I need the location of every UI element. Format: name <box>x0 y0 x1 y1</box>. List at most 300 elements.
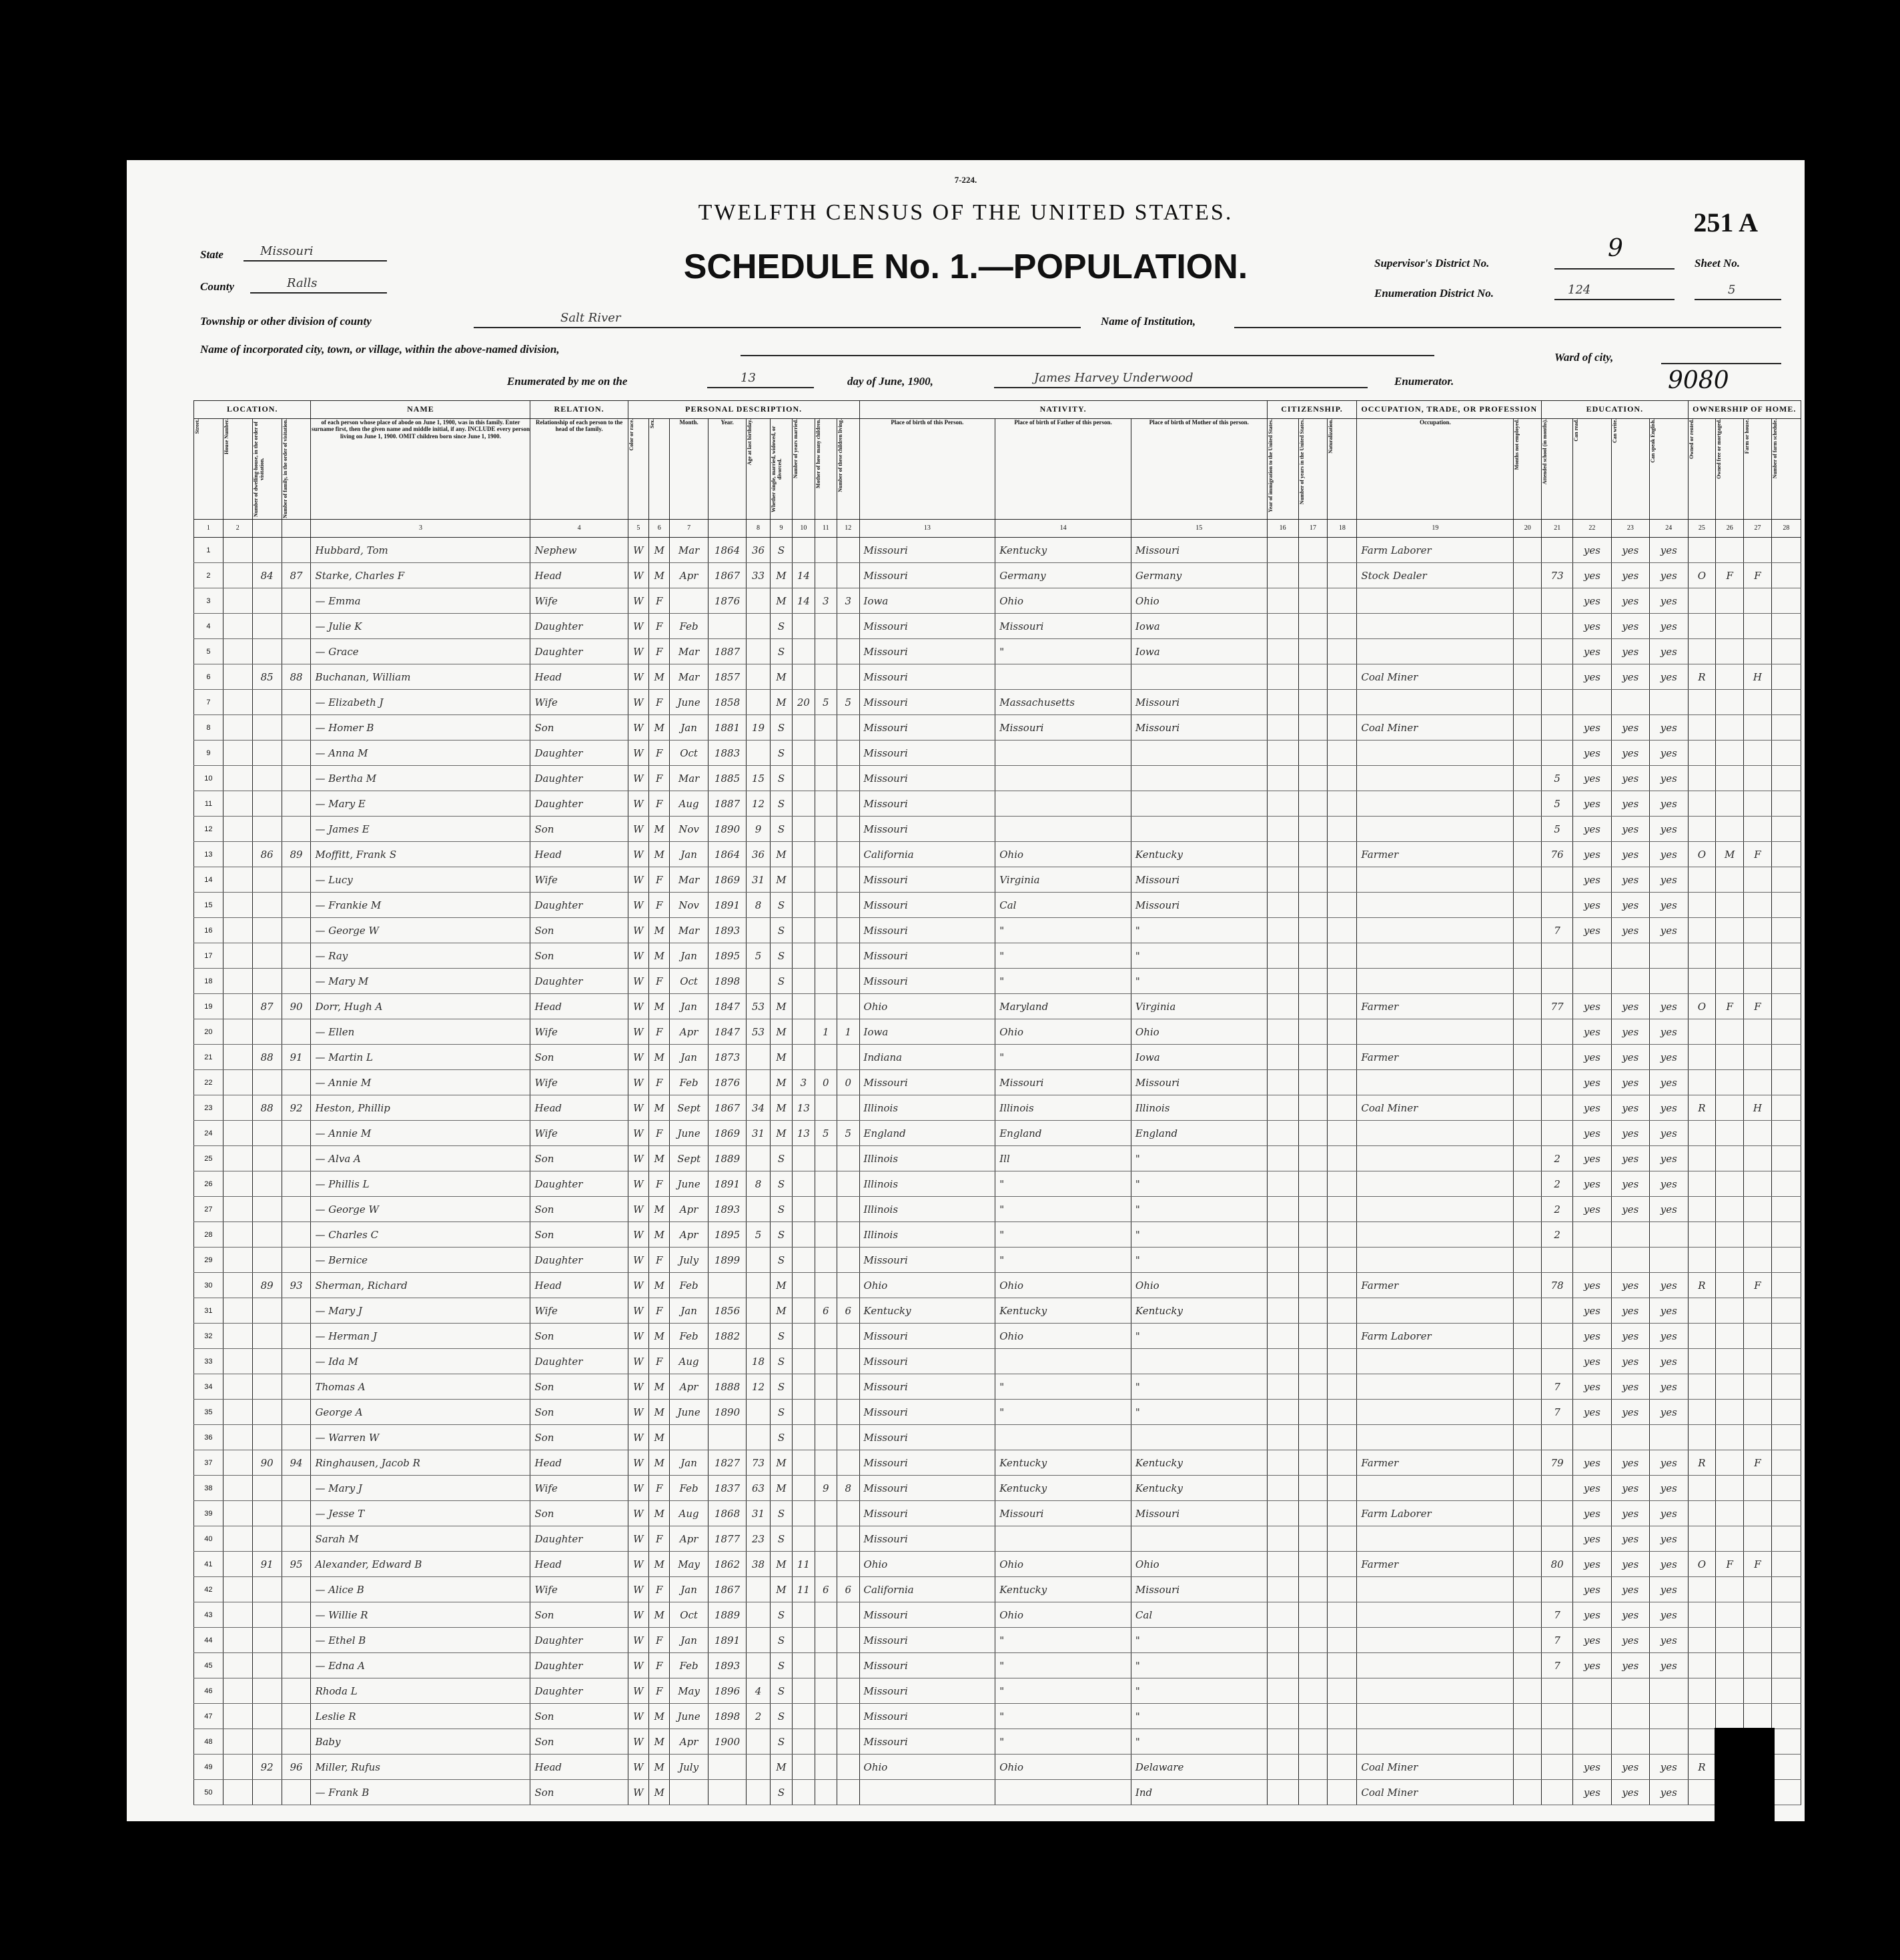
birth-month-cell: Feb <box>670 1070 708 1095</box>
mother-birthplace-cell <box>1131 1349 1267 1374</box>
farm-cell <box>1744 715 1772 741</box>
owned-cell <box>1688 1045 1716 1070</box>
marital-cell: S <box>770 1324 792 1349</box>
unemployed-cell <box>1514 1602 1542 1628</box>
father-birthplace-cell: " <box>995 1628 1131 1653</box>
family-cell <box>282 1019 311 1045</box>
owned-cell <box>1688 1704 1716 1729</box>
free-cell <box>1716 614 1744 639</box>
farm-cell: F <box>1744 1273 1772 1298</box>
read-cell <box>1573 690 1611 715</box>
house-cell <box>223 1602 252 1628</box>
sex-cell: M <box>649 1425 670 1450</box>
immigration-cell <box>1267 893 1298 918</box>
age-cell: 31 <box>747 867 771 893</box>
column-number: 3 <box>311 520 530 538</box>
father-birthplace-cell: " <box>995 1653 1131 1678</box>
birth-month-cell: Feb <box>670 614 708 639</box>
read-cell: yes <box>1573 1273 1611 1298</box>
immigration-cell <box>1267 1095 1298 1121</box>
read-cell: yes <box>1573 817 1611 842</box>
write-cell: yes <box>1611 614 1649 639</box>
farm-schedule-cell <box>1771 1704 1801 1729</box>
sex-cell: M <box>649 994 670 1019</box>
read-cell <box>1573 1729 1611 1755</box>
family-cell <box>282 1349 311 1374</box>
immigration-cell <box>1267 842 1298 867</box>
birth-year-cell <box>708 1755 746 1780</box>
relation-cell: Son <box>530 943 628 969</box>
marital-cell: S <box>770 918 792 943</box>
occupation-cell <box>1357 639 1514 664</box>
unemployed-cell <box>1514 1171 1542 1197</box>
unemployed-cell <box>1514 1298 1542 1324</box>
family-cell <box>282 1070 311 1095</box>
relation-cell: Wife <box>530 1577 628 1602</box>
father-birthplace-cell: Ohio <box>995 1324 1131 1349</box>
color-cell: W <box>628 690 648 715</box>
dwelling-cell <box>252 1526 282 1552</box>
immigration-cell <box>1267 1121 1298 1146</box>
mother-of-cell: 9 <box>815 1476 837 1501</box>
enumeration-value: 124 <box>1568 283 1591 297</box>
years-married-cell <box>793 1501 815 1526</box>
farm-schedule-cell <box>1771 791 1801 817</box>
family-cell <box>282 867 311 893</box>
sex-cell: M <box>649 1400 670 1425</box>
name-cell: — Lucy <box>311 867 530 893</box>
free-cell <box>1716 741 1744 766</box>
father-birthplace-cell: " <box>995 918 1131 943</box>
marital-cell: S <box>770 715 792 741</box>
free-cell <box>1716 715 1744 741</box>
read-cell: yes <box>1573 1577 1611 1602</box>
age-cell: 53 <box>747 994 771 1019</box>
owned-cell <box>1688 1602 1716 1628</box>
father-birthplace-cell: " <box>995 969 1131 994</box>
line-number: 39 <box>194 1501 223 1526</box>
birth-month-cell: Jan <box>670 1628 708 1653</box>
owned-cell <box>1688 791 1716 817</box>
years-us-cell <box>1298 1248 1328 1273</box>
naturalization-cell <box>1328 1526 1357 1552</box>
color-cell: W <box>628 1729 648 1755</box>
relation-cell: Daughter <box>530 791 628 817</box>
birth-year-cell <box>708 1780 746 1805</box>
line-number: 8 <box>194 715 223 741</box>
mother-birthplace-cell: " <box>1131 1628 1267 1653</box>
birth-year-cell <box>708 614 746 639</box>
living-cell <box>837 1704 860 1729</box>
father-birthplace-cell: " <box>995 1374 1131 1400</box>
speak-cell: yes <box>1650 1324 1688 1349</box>
dwelling-cell <box>252 969 282 994</box>
owned-cell <box>1688 1019 1716 1045</box>
read-cell <box>1573 969 1611 994</box>
relation-cell: Head <box>530 1755 628 1780</box>
age-cell <box>747 1628 771 1653</box>
read-cell: yes <box>1573 1653 1611 1678</box>
sex-cell: M <box>649 817 670 842</box>
farm-cell <box>1744 1222 1772 1248</box>
birth-month-cell: Apr <box>670 1222 708 1248</box>
owned-cell <box>1688 817 1716 842</box>
speak-cell: yes <box>1650 817 1688 842</box>
farm-cell <box>1744 1704 1772 1729</box>
family-cell <box>282 969 311 994</box>
relation-cell: Head <box>530 1552 628 1577</box>
line-number: 34 <box>194 1374 223 1400</box>
birth-month-cell: Oct <box>670 741 708 766</box>
unemployed-cell <box>1514 563 1542 588</box>
house-cell <box>223 1019 252 1045</box>
group-nativity: NATIVITY. <box>859 401 1267 419</box>
living-cell <box>837 817 860 842</box>
farm-cell: F <box>1744 994 1772 1019</box>
owned-cell <box>1688 639 1716 664</box>
occupation-cell <box>1357 1298 1514 1324</box>
column-number: 10 <box>793 520 815 538</box>
school-cell: 77 <box>1542 994 1573 1019</box>
name-cell: — Ethel B <box>311 1628 530 1653</box>
line-number: 49 <box>194 1755 223 1780</box>
house-cell <box>223 639 252 664</box>
marital-cell: S <box>770 1628 792 1653</box>
age-cell <box>747 1273 771 1298</box>
naturalization-cell <box>1328 1704 1357 1729</box>
house-cell <box>223 690 252 715</box>
living-cell <box>837 842 860 867</box>
table-row <box>194 1095 1801 1121</box>
marital-cell: S <box>770 1704 792 1729</box>
enumerated-prefix: Enumerated by me on the <box>507 375 628 388</box>
col-owned: Owned or rented. <box>1688 419 1716 520</box>
relation-cell: Daughter <box>530 1678 628 1704</box>
years-married-cell <box>793 664 815 690</box>
occupation-cell <box>1357 817 1514 842</box>
immigration-cell <box>1267 1704 1298 1729</box>
years-married-cell <box>793 1425 815 1450</box>
occupation-cell <box>1357 1678 1514 1704</box>
years-married-cell: 14 <box>793 563 815 588</box>
speak-cell <box>1650 1222 1688 1248</box>
immigration-cell <box>1267 1400 1298 1425</box>
dwelling-cell <box>252 1501 282 1526</box>
mother-of-cell <box>815 842 837 867</box>
institution-line <box>1234 312 1781 328</box>
name-cell: — Homer B <box>311 715 530 741</box>
speak-cell: yes <box>1650 842 1688 867</box>
col-family: Number of family, in the order of visitation. <box>282 419 311 520</box>
color-cell: W <box>628 918 648 943</box>
table-row <box>194 1476 1801 1501</box>
birth-month-cell: Aug <box>670 1349 708 1374</box>
birth-year-cell: 1885 <box>708 766 746 791</box>
column-number <box>282 520 311 538</box>
birthplace-cell: Illinois <box>859 1171 995 1197</box>
farm-schedule-cell <box>1771 1577 1801 1602</box>
farm-cell <box>1744 969 1772 994</box>
house-cell <box>223 969 252 994</box>
dwelling-cell <box>252 1298 282 1324</box>
age-cell: 19 <box>747 715 771 741</box>
mother-of-cell <box>815 943 837 969</box>
father-birthplace-cell <box>995 1526 1131 1552</box>
unemployed-cell <box>1514 1704 1542 1729</box>
unemployed-cell <box>1514 817 1542 842</box>
family-cell <box>282 1602 311 1628</box>
line-number: 36 <box>194 1425 223 1450</box>
line-number: 11 <box>194 791 223 817</box>
dwelling-cell <box>252 1729 282 1755</box>
color-cell: W <box>628 1171 648 1197</box>
house-cell <box>223 943 252 969</box>
naturalization-cell <box>1328 1678 1357 1704</box>
marital-cell: M <box>770 994 792 1019</box>
mother-of-cell <box>815 1780 837 1805</box>
occupation-cell <box>1357 1400 1514 1425</box>
birth-month-cell: July <box>670 1755 708 1780</box>
farm-schedule-cell <box>1771 1729 1801 1755</box>
birthplace-cell: Illinois <box>859 1146 995 1171</box>
occupation-cell: Farm Laborer <box>1357 1324 1514 1349</box>
house-cell <box>223 994 252 1019</box>
farm-cell <box>1744 1628 1772 1653</box>
name-cell: Sherman, Richard <box>311 1273 530 1298</box>
father-birthplace-cell: Kentucky <box>995 1298 1131 1324</box>
farm-cell <box>1744 1374 1772 1400</box>
years-married-cell <box>793 1780 815 1805</box>
mother-of-cell <box>815 614 837 639</box>
dwelling-cell <box>252 893 282 918</box>
write-cell: yes <box>1611 1070 1649 1095</box>
birth-year-cell: 1888 <box>708 1374 746 1400</box>
line-number: 16 <box>194 918 223 943</box>
ward-line <box>1661 348 1781 364</box>
occupation-cell <box>1357 1171 1514 1197</box>
mother-birthplace-cell: " <box>1131 1400 1267 1425</box>
living-cell: 5 <box>837 690 860 715</box>
living-cell: 1 <box>837 1019 860 1045</box>
immigration-cell <box>1267 664 1298 690</box>
birthplace-cell: Missouri <box>859 563 995 588</box>
naturalization-cell <box>1328 1324 1357 1349</box>
table-row <box>194 1755 1801 1780</box>
table-row <box>194 614 1801 639</box>
immigration-cell <box>1267 943 1298 969</box>
immigration-cell <box>1267 1501 1298 1526</box>
age-cell <box>747 664 771 690</box>
write-cell: yes <box>1611 563 1649 588</box>
family-cell <box>282 1780 311 1805</box>
farm-cell <box>1744 1146 1772 1171</box>
name-cell: — George W <box>311 918 530 943</box>
birthplace-cell: Ohio <box>859 994 995 1019</box>
school-cell <box>1542 1678 1573 1704</box>
farm-cell <box>1744 690 1772 715</box>
mother-birthplace-cell: " <box>1131 943 1267 969</box>
speak-cell <box>1650 943 1688 969</box>
school-cell <box>1542 639 1573 664</box>
mother-of-cell <box>815 1324 837 1349</box>
farm-schedule-cell <box>1771 1678 1801 1704</box>
occupation-cell <box>1357 1121 1514 1146</box>
dwelling-cell: 87 <box>252 994 282 1019</box>
occupation-cell <box>1357 918 1514 943</box>
line-number: 27 <box>194 1197 223 1222</box>
col-mother-of: Mother of how many children. <box>815 419 837 520</box>
marital-cell: M <box>770 1476 792 1501</box>
line-number: 15 <box>194 893 223 918</box>
immigration-cell <box>1267 1780 1298 1805</box>
birth-year-cell: 1898 <box>708 969 746 994</box>
owned-cell <box>1688 614 1716 639</box>
line-number: 19 <box>194 994 223 1019</box>
speak-cell: yes <box>1650 1121 1688 1146</box>
relation-cell: Son <box>530 1780 628 1805</box>
birth-month-cell <box>670 1425 708 1450</box>
col-marital: Whether single, married, widowed, or divorced. <box>770 419 792 520</box>
column-number: 9 <box>770 520 792 538</box>
owned-cell <box>1688 690 1716 715</box>
relation-cell: Son <box>530 1222 628 1248</box>
birth-month-cell: Oct <box>670 969 708 994</box>
unemployed-cell <box>1514 791 1542 817</box>
birth-year-cell: 1891 <box>708 893 746 918</box>
color-cell: W <box>628 1400 648 1425</box>
table-row <box>194 766 1801 791</box>
dwelling-cell <box>252 1349 282 1374</box>
family-cell <box>282 817 311 842</box>
table-row <box>194 1374 1801 1400</box>
column-number: 27 <box>1744 520 1772 538</box>
living-cell <box>837 867 860 893</box>
name-cell: — Mary J <box>311 1476 530 1501</box>
family-cell <box>282 1628 311 1653</box>
naturalization-cell <box>1328 842 1357 867</box>
family-cell <box>282 1324 311 1349</box>
group-name: NAME <box>311 401 530 419</box>
farm-schedule-cell <box>1771 842 1801 867</box>
birthplace-cell: Indiana <box>859 1045 995 1070</box>
free-cell <box>1716 1577 1744 1602</box>
birthplace-cell: Missouri <box>859 741 995 766</box>
sex-cell: F <box>649 1577 670 1602</box>
farm-cell <box>1744 791 1772 817</box>
father-birthplace-cell <box>995 1349 1131 1374</box>
speak-cell: yes <box>1650 1374 1688 1400</box>
township-value: Salt River <box>560 311 621 325</box>
table-row <box>194 588 1801 614</box>
farm-cell <box>1744 817 1772 842</box>
age-cell <box>747 690 771 715</box>
write-cell: yes <box>1611 1780 1649 1805</box>
living-cell: 0 <box>837 1070 860 1095</box>
write-cell <box>1611 943 1649 969</box>
living-cell <box>837 1349 860 1374</box>
house-cell <box>223 1171 252 1197</box>
father-birthplace-cell: Germany <box>995 563 1131 588</box>
house-cell <box>223 741 252 766</box>
mother-of-cell <box>815 639 837 664</box>
farm-schedule-cell <box>1771 1374 1801 1400</box>
age-cell <box>747 969 771 994</box>
relation-cell: Son <box>530 1374 628 1400</box>
birth-month-cell: May <box>670 1552 708 1577</box>
mother-of-cell <box>815 1628 837 1653</box>
family-cell <box>282 766 311 791</box>
speak-cell: yes <box>1650 918 1688 943</box>
owned-cell <box>1688 1400 1716 1425</box>
color-cell: W <box>628 943 648 969</box>
naturalization-cell <box>1328 969 1357 994</box>
father-birthplace-cell: Ohio <box>995 1755 1131 1780</box>
dwelling-cell <box>252 1476 282 1501</box>
father-birthplace-cell <box>995 817 1131 842</box>
relation-cell: Daughter <box>530 1653 628 1678</box>
table-row <box>194 1146 1801 1171</box>
school-cell: 7 <box>1542 1653 1573 1678</box>
line-number: 25 <box>194 1146 223 1171</box>
years-married-cell <box>793 1400 815 1425</box>
write-cell: yes <box>1611 1577 1649 1602</box>
mother-of-cell <box>815 1729 837 1755</box>
years-married-cell <box>793 1526 815 1552</box>
owned-cell <box>1688 1653 1716 1678</box>
speak-cell: yes <box>1650 1349 1688 1374</box>
farm-schedule-cell <box>1771 1121 1801 1146</box>
sex-cell: M <box>649 1374 670 1400</box>
speak-cell: yes <box>1650 1095 1688 1121</box>
mother-birthplace-cell: Ohio <box>1131 1019 1267 1045</box>
birth-year-cell <box>708 1425 746 1450</box>
marital-cell: S <box>770 1653 792 1678</box>
house-cell <box>223 1273 252 1298</box>
mother-of-cell: 6 <box>815 1298 837 1324</box>
speak-cell <box>1650 1704 1688 1729</box>
naturalization-cell <box>1328 918 1357 943</box>
speak-cell: yes <box>1650 893 1688 918</box>
house-cell <box>223 1501 252 1526</box>
immigration-cell <box>1267 715 1298 741</box>
line-number: 44 <box>194 1628 223 1653</box>
write-cell: yes <box>1611 766 1649 791</box>
occupation-cell: Farm Laborer <box>1357 1501 1514 1526</box>
free-cell <box>1716 1526 1744 1552</box>
mother-birthplace-cell: " <box>1131 1222 1267 1248</box>
farm-schedule-cell <box>1771 1298 1801 1324</box>
name-cell: Miller, Rufus <box>311 1755 530 1780</box>
speak-cell <box>1650 969 1688 994</box>
years-us-cell <box>1298 715 1328 741</box>
line-number: 42 <box>194 1577 223 1602</box>
immigration-cell <box>1267 1273 1298 1298</box>
birth-month-cell: Mar <box>670 867 708 893</box>
sex-cell: M <box>649 1729 670 1755</box>
speak-cell: yes <box>1650 1197 1688 1222</box>
color-cell: W <box>628 614 648 639</box>
living-cell <box>837 1678 860 1704</box>
owned-cell <box>1688 1298 1716 1324</box>
read-cell: yes <box>1573 1349 1611 1374</box>
living-cell <box>837 766 860 791</box>
unemployed-cell <box>1514 1197 1542 1222</box>
age-cell <box>747 1248 771 1273</box>
mother-of-cell <box>815 1755 837 1780</box>
dwelling-cell <box>252 1577 282 1602</box>
house-cell <box>223 817 252 842</box>
name-cell: — Ray <box>311 943 530 969</box>
